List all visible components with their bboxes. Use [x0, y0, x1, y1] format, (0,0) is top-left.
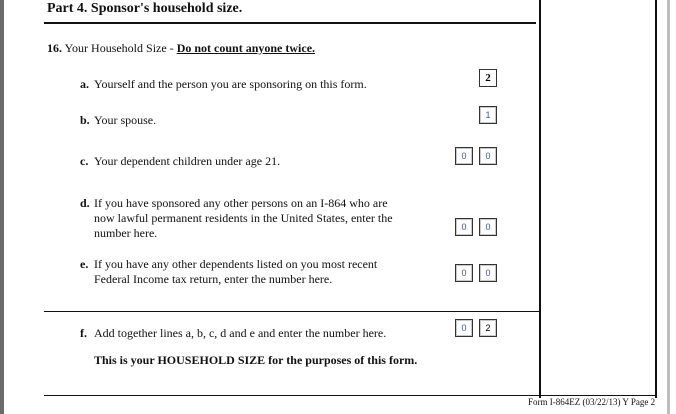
- item-b-value-box[interactable]: 1: [479, 106, 497, 124]
- item-letter: a.: [80, 77, 89, 91]
- item-f-ones-box[interactable]: 2: [479, 319, 497, 337]
- item-e-tens-box[interactable]: 0: [455, 264, 473, 282]
- item-text: Yourself and the person you are sponsoring on this form.: [94, 77, 367, 91]
- section-f-divider: [44, 311, 540, 312]
- item-c-ones-box[interactable]: 0: [479, 147, 497, 165]
- page-bottom-rule: [44, 395, 656, 396]
- window-right-border: [667, 0, 670, 414]
- item-text-line-2: now lawful permanent residents in the United States, enter the: [94, 211, 393, 225]
- item-letter: f.: [80, 326, 87, 340]
- form-footer: Form I-864EZ (03/22/13) Y Page 2: [528, 397, 656, 407]
- item-text-line-1: If you have sponsored any other persons on an I-864 who are: [94, 196, 388, 210]
- question-number: 16.: [47, 41, 62, 55]
- item-text: Add together lines a, b, c, d and e and enter the number here.: [94, 326, 387, 340]
- part-title: Part 4. Sponsor's household size.: [47, 1, 243, 16]
- item-d-tens-box[interactable]: 0: [455, 218, 473, 236]
- item-letter: b.: [80, 113, 90, 127]
- item-letter: c.: [80, 154, 89, 168]
- item-letter: d.: [80, 196, 90, 210]
- item-text-line-3: number here.: [94, 226, 158, 240]
- question-text: Your Household Size -: [64, 41, 177, 55]
- item-d-ones-box[interactable]: 0: [479, 218, 497, 236]
- item-letter: e.: [80, 257, 89, 271]
- household-size-summary: This is your HOUSEHOLD SIZE for the purposes of this form.: [94, 353, 418, 367]
- item-f: [80, 326, 386, 341]
- item-e: [80, 257, 377, 287]
- item-b: [80, 113, 156, 128]
- question-emphasis: Do not count anyone twice.: [176, 41, 316, 55]
- item-text-line-2: Federal Income tax return, enter the number here.: [94, 272, 333, 286]
- item-a: [80, 77, 367, 92]
- item-c: [80, 154, 280, 169]
- window-left-border: [0, 0, 4, 414]
- question-16: [47, 41, 315, 56]
- item-text: Your dependent children under age 21.: [94, 154, 281, 168]
- right-column-border: [655, 0, 657, 398]
- item-text-line-1: If you have any other dependents listed on you most recent: [94, 257, 378, 271]
- item-c-tens-box[interactable]: 0: [455, 147, 473, 165]
- item-e-ones-box[interactable]: 0: [479, 264, 497, 282]
- item-d: [80, 196, 393, 241]
- item-a-value-box[interactable]: 2: [479, 69, 497, 87]
- item-f-tens-box[interactable]: 0: [455, 319, 473, 337]
- column-divider: [539, 0, 541, 398]
- part-title-rule: [44, 22, 536, 24]
- item-text: Your spouse.: [94, 113, 157, 127]
